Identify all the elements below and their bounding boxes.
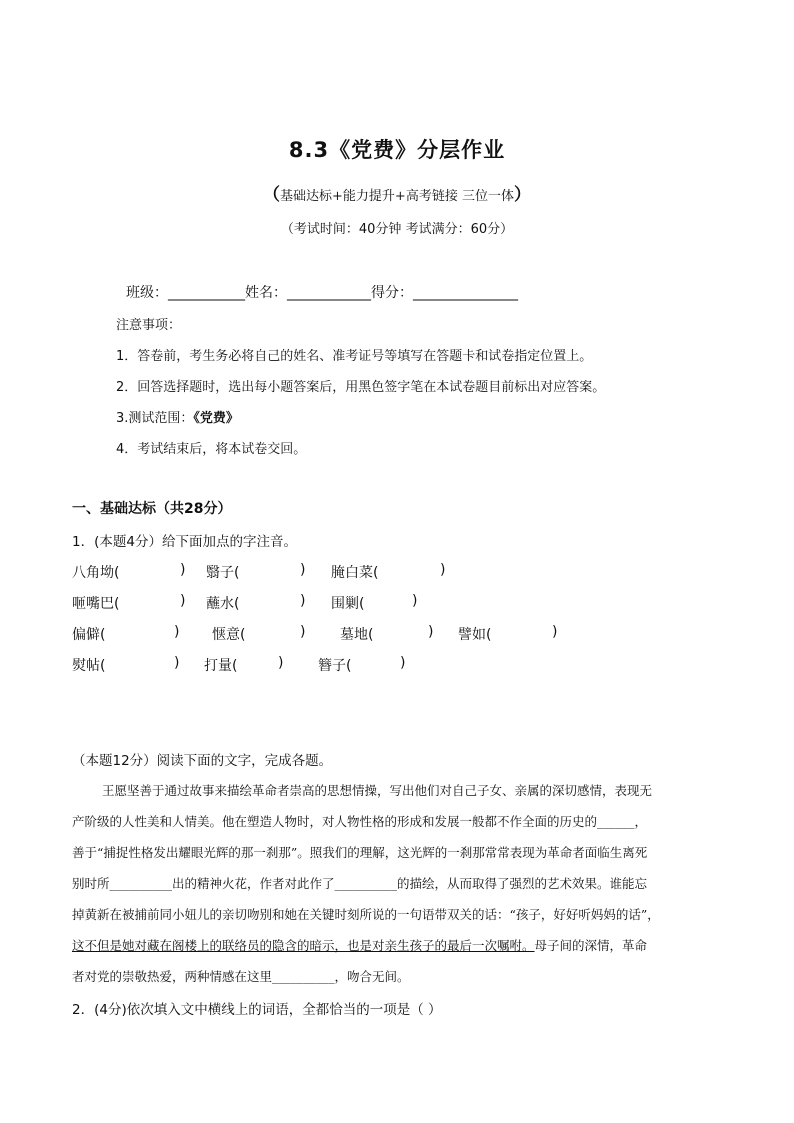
notice-item-3-prefix: 3.测试范围：: [116, 411, 194, 426]
passage-line-3: 善于“捕捉性格发出耀眼光辉的那一刹那”。照我们的理解，这光辉的一刹那常常表现为革命者面临生离死: [72, 845, 648, 860]
pinyin-item-bajiaoao: 八角坳(: [72, 565, 120, 581]
passage-line-1: 王愿坚善于通过故事来描绘革命者崇高的思想情操，写出他们对自己子女、亲属的深切感情，表现无: [102, 783, 653, 798]
class-blank[interactable]: ___________: [168, 285, 245, 301]
pinyin-item-daliang: 打量(: [204, 658, 238, 674]
pinyin-item-mudi-close: ): [428, 624, 434, 640]
pinyin-item-zhanshui-close: ): [300, 593, 306, 609]
pinyin-item-yanbaicai: 腌白菜(: [331, 565, 379, 581]
pinyin-item-pianpi-close: ): [174, 624, 180, 640]
section-1-heading: 一、基础达标（共28分）: [72, 501, 232, 517]
class-label: 班级：: [126, 285, 168, 301]
pinyin-item-zanzi-close: ): [400, 655, 406, 671]
subtitle-text: 基础达标+能力提升+高考链接 三位一体: [280, 189, 514, 204]
pinyin-item-zanzi: 簪子(: [318, 658, 352, 674]
page-title: 8.3《党费》分层作业: [288, 138, 506, 162]
subtitle-open-paren: （: [263, 185, 281, 205]
pinyin-item-bajiaoao-close: ): [180, 562, 186, 578]
pinyin-item-qieyi: 惬意(: [212, 627, 246, 643]
passage-line-2: 产阶级的人性美和人情美。他在塑造人物时，对人物性格的形成和发展一般都不作全面的历史的______，: [72, 814, 648, 829]
subtitle: [0, 180, 794, 205]
notice-item-4: 4．考试结束后，将本试卷交回。: [116, 442, 307, 457]
question-2: 2．(4分)依次填入文中横线上的词语，全都恰当的一项是（ ）: [72, 1002, 442, 1018]
pinyin-item-piru: 譬如(: [458, 627, 492, 643]
passage-line-5: 掉黄新在被捕前同小妞儿的亲切吻别和她在关键时刻所说的一句语带双关的话：“孩子，好好听妈妈的话”，: [72, 907, 660, 922]
question-1: 1．(本题4分）给下面加点的字注音。: [72, 534, 297, 550]
exam-time-info: （考试时间：40分钟 考试满分：60分）: [280, 222, 514, 237]
pinyin-item-zazuiba-close: ): [180, 593, 186, 609]
pinyin-item-pianpi: 偏僻(: [72, 627, 106, 643]
pinyin-item-weijiao-close: ): [412, 593, 418, 609]
pinyin-item-mudi: 墓地(: [340, 627, 374, 643]
pinyin-item-yizi: 翳子(: [206, 565, 240, 581]
pinyin-item-daliang-close: ): [278, 655, 284, 671]
passage-line-6-rest: 母子间的深情，革命: [534, 938, 648, 953]
notice-item-3-value: 《党费》: [193, 411, 239, 426]
reading-intro: （本题12分）阅读下面的文字，完成各题。: [72, 753, 333, 769]
score-label: 得分：: [371, 285, 413, 301]
name-label: 姓名：: [245, 285, 287, 301]
pinyin-item-yanbaicai-close: ): [440, 562, 446, 578]
notice-item-2: 2．回答选择题时，选出每小题答案后，用黑色签字笔在本试卷题目前标出对应答案。: [116, 380, 606, 395]
subtitle-close-paren: ）: [513, 185, 531, 205]
pinyin-item-zhanshui: 蘸水(: [206, 596, 240, 612]
notice-item-1: 1．答卷前，考生务必将自己的姓名、准考证号等填写在答题卡和试卷指定位置上。: [116, 349, 593, 364]
notice-item-3: [116, 407, 239, 426]
pinyin-item-yutie-close: ): [174, 655, 180, 671]
passage-line-7: 者对党的崇敬热爱，两种情感在这里__________，吻合无间。: [72, 969, 410, 984]
pinyin-item-piru-close: ): [552, 624, 558, 640]
pinyin-item-weijiao: 围剿(: [331, 596, 365, 612]
pinyin-item-qieyi-close: ): [300, 624, 306, 640]
score-blank[interactable]: _______________: [413, 285, 518, 301]
passage-line-6: [72, 936, 647, 954]
name-blank[interactable]: ____________: [287, 285, 371, 301]
pinyin-item-yizi-close: ): [300, 562, 306, 578]
pinyin-item-yutie: 熨帖(: [72, 658, 106, 674]
pinyin-item-zazuiba: 咂嘴巴(: [72, 596, 120, 612]
student-info-line: [126, 282, 518, 302]
passage-underlined-sentence: 这不但是她对藏在阁楼上的联络员的隐含的暗示，也是对亲生孩子的最后一次嘱咐。: [72, 938, 535, 953]
passage-line-4: 别时所__________出的精神火花，作者对此作了__________的描绘，从而取得了强烈的艺术效果。谁能忘: [72, 876, 648, 891]
notice-heading: 注意事项：: [116, 318, 182, 333]
